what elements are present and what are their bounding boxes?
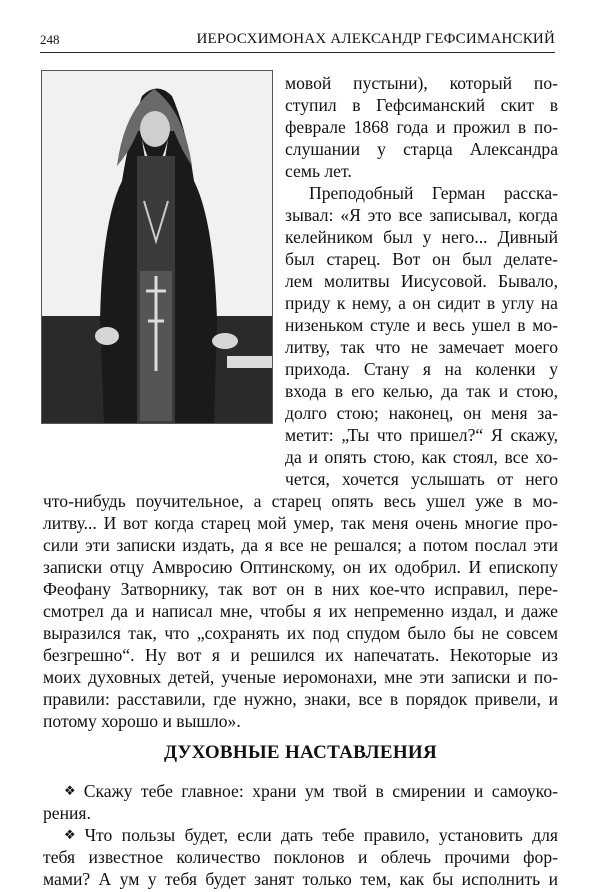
text-line: слушании у старца Александра	[285, 139, 558, 159]
text-line: приду к нему, а он сидит в углу на	[285, 293, 558, 313]
text-line: зывал: «Я это все записывал, когда	[285, 205, 558, 225]
page-number: 248	[40, 32, 60, 47]
text-line: семь лет.	[285, 161, 352, 181]
text-line: да и опять стою, как стоял, все хо-	[285, 447, 558, 467]
running-title: ИЕРОСХИМОНАХ АЛЕКСАНДР ГЕФСИМАНСКИЙ	[196, 31, 555, 47]
text-line: был старец. Вот он был делате-	[285, 249, 558, 269]
text-line: келейником был у него... Дивный	[285, 227, 558, 247]
text-line: Феофану Затворнику, так вот он в них кое-что исправил, пере-	[43, 579, 558, 599]
text-line: долго стою; наконец, он меня за-	[285, 403, 558, 423]
text-line: Преподобный Герман расска-	[309, 183, 558, 203]
running-header	[40, 30, 555, 53]
text-line: выразился так, что „сохранять их под спудом было бы не совсем	[43, 623, 558, 643]
diamond-bullet-icon: ❖	[64, 827, 81, 842]
bullet-item-line: рения.	[43, 803, 91, 823]
text-line: что-нибудь поучительное, а старец опять весь ушел уже в мо-	[43, 491, 558, 511]
text-line: входа в его келью, да так и стою,	[285, 381, 558, 401]
bullet-item-line: ❖ Что пользы будет, если дать тебе правило, установить для	[64, 825, 559, 845]
text-line: мовой пустыни), который по-	[285, 73, 558, 93]
text-line: безгрешно“. Ну вот я и решился их напечатать. Некоторые из	[43, 645, 558, 665]
text-line: метит: „Ты что пришел?“ Я скажу,	[285, 425, 558, 445]
bullet-item-line: ❖ Скажу тебе главное: храни ум твой в смирении и самоуко-	[64, 781, 558, 801]
text-line: записки отцу Амвросию Оптинскому, он их одобрил. И епископу	[43, 557, 558, 577]
text-line: низеньком стуле и весь ушел в мо-	[285, 315, 558, 335]
text-line: литву... И вот когда старец мой умер, так меня очень многие про-	[43, 513, 558, 533]
text-line: правили: расставили, где нужно, знаки, все в порядок привели, и	[43, 689, 558, 709]
text-line: потому хорошо и вышло».	[43, 711, 241, 731]
text-line: моих духовных детей, ученые иеромонахи, мне эти записки и по-	[43, 667, 558, 687]
text-line: прихода. Стану я на коленки у	[285, 359, 558, 379]
text-line: лем молитвы Иисусовой. Бывало,	[285, 271, 558, 291]
bullet-item-line: мами? А ум у тебя будет занят только тем, как бы исполнить и	[43, 869, 558, 889]
section-heading: ДУХОВНЫЕ НАСТАВЛЕНИЯ	[163, 742, 438, 763]
text-line: ступил в Гефсиманский скит в	[285, 95, 558, 115]
text-line: литву, так что не замечает моего	[285, 337, 558, 357]
text-line: смотрел да и написал мне, чтобы я их непременно издал, и даже	[43, 601, 558, 621]
text-line: сили эти записки издать, да я все не решался; а потом послал эти	[43, 535, 558, 555]
diamond-bullet-icon: ❖	[64, 783, 80, 798]
text-line: феврале 1868 года и прожил в по-	[285, 117, 558, 137]
text-line: чется, хочется услышать от него	[285, 469, 558, 489]
portrait-photo	[41, 70, 273, 424]
bullet-item-line: тебя известное количество поклонов и облечь прочими фор-	[43, 847, 558, 867]
monk-portrait-image	[42, 71, 272, 423]
